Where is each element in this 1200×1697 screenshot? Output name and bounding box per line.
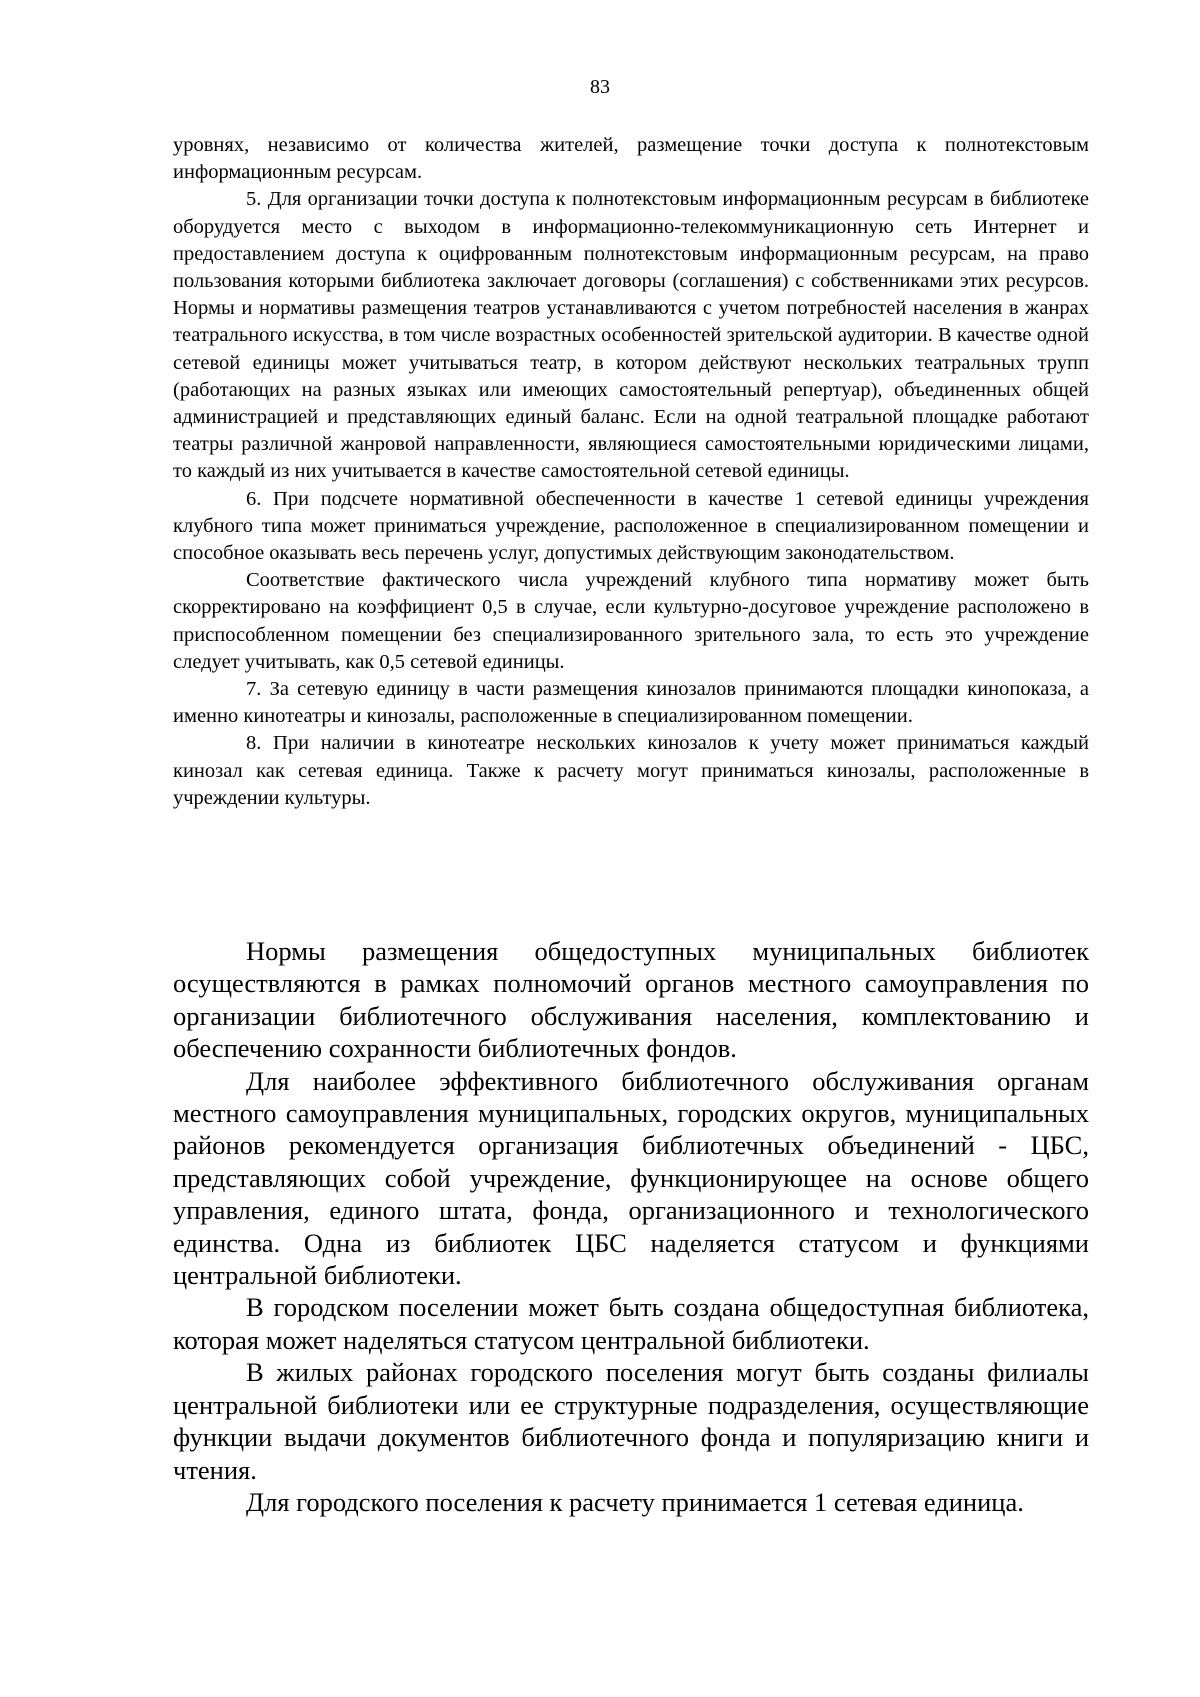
paragraph-network-unit: Для городского поселения к расчету принимается 1 сетевая единица. bbox=[246, 1486, 1024, 1517]
paragraph-branches: В жилых районах городского поселения могут быть созданы филиалы центральной библиотеки или ее структурные подразделения, осуществляющие функции выдачи документов библиотечного фонда и популяризацию книги и чтения. bbox=[173, 1357, 1089, 1485]
paragraph-item-8: 8. При наличии в кинотеатре нескольких кинозалов к учету может приниматься каждый кинозал как сетевая единица. Также к расчету могут приниматься кинозалы, расположенные в учреждении культуры. bbox=[173, 732, 1089, 809]
large-text-section bbox=[173, 935, 1089, 1518]
paragraph-item-6: 6. При подсчете нормативной обеспеченности в качестве 1 сетевой единицы учреждения клубного типа может приниматься учреждение, расположенное в специализированном помещении и способное оказывать весь перечень услуг, допустимых действующим законодательством. bbox=[173, 487, 1089, 565]
paragraph-item-7: 7. За сетевую единицу в части размещения кинозалов принимаются площадки кинопоказа, а именно кинотеатры и кинозалы, расположенные в специализированном помещении. bbox=[173, 678, 1089, 728]
paragraph-library-associations: Для наиболее эффективного библиотечного обслуживания органам местного самоуправления муниципальных, городских округов, муниципальных районов рекомендуется организация библиотечных объединений - ЦБС, представляющих собой учреждение, функционирующее на основе общего управления, единого штата, фонда, организационного и технологического единства. Одна из библиотек ЦБС наделяется статусом и функциями центральной библиотеки. bbox=[173, 1065, 1089, 1291]
paragraph-urban-library: В городском поселении может быть создана общедоступная библиотека, которая может наделяться статусом центральной библиотеки. bbox=[173, 1292, 1089, 1355]
paragraph-item-5: 5. Для организации точки доступа к полнотекстовым информационным ресурсам в библиотеке оборудуется место с выходом в информационно-телекоммуникационную сеть Интернет и предоставлением доступа к оцифрованным полнотекстовым информационным ресурсам, на право пользования которыми библиотека заключает договоры (соглашения) с собственниками этих ресурсов. Нормы и нормативы размещения театров устанавливаются с учетом потребностей населения в жанрах театрального искусства, в том числе возрастных особенностей зрительской аудитории. В качестве одной сетевой единицы может учитываться театр, в котором действуют нескольких театральных трупп (работающих на разных языках или имеющих самостоятельный репертуар), объединенных общей администрацией и представляющих единый баланс. Если на одной театральной площадке работают театры различной жанровой направленности, являющиеся самостоятельными юридическими лицами, то каждый из них учитывается в качестве самостоятельной сетевой единицы. bbox=[173, 188, 1089, 483]
page-number: 83 bbox=[590, 76, 610, 98]
small-text-section bbox=[173, 132, 1089, 812]
paragraph-club-coefficient: Соответствие фактического числа учреждений клубного типа нормативу может быть скорректировано на коэффициент 0,5 в случае, если культурно-досуговое учреждение расположено в приспособленном помещении без специализированного зрительного зала, то есть это учреждение следует учитывать, как 0,5 сетевой единицы. bbox=[173, 569, 1089, 673]
paragraph-continuation: уровнях, независимо от количества жителей, размещение точки доступа к полнотекстовым информационным ресурсам. bbox=[173, 134, 1089, 184]
paragraph-library-norms: Нормы размещения общедоступных муниципальных библиотек осуществляются в рамках полномочий органов местного самоуправления по организации библиотечного обслуживания населения, комплектованию и обеспечению сохранности библиотечных фондов. bbox=[173, 936, 1089, 1064]
